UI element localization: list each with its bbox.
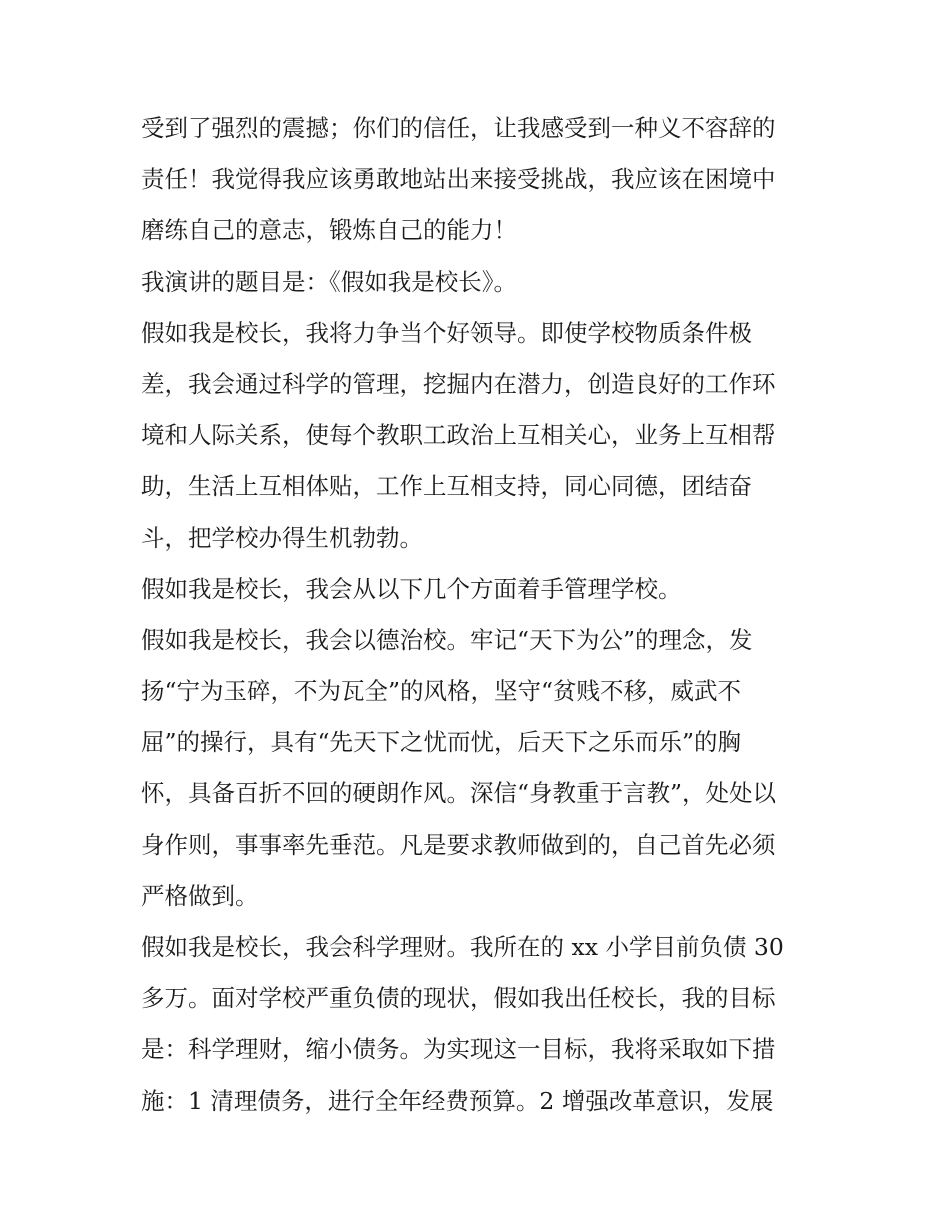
text-line: 假如我是校长，我会以德治校。牢记“天下为公”的理念，发 (141, 625, 753, 654)
text-line: 屈”的操行，具有“先天下之忧而忧，后天下之乐而乐”的胸 (141, 728, 742, 757)
body-text (141, 103, 821, 1127)
text-line: 身作则，事事率先垂范。凡是要求教师做到的，自己首先必须 (141, 830, 776, 859)
text-line: 受到了强烈的震撼；你们的信任，让我感受到一种义不容辞的 (141, 114, 776, 142)
text-line: 磨练自己的意志，锻炼自己的能力！ (141, 216, 517, 245)
text-line: 境和人际关系，使每个教职工政治上互相关心，业务上互相帮 (141, 421, 776, 450)
text-line: 假如我是校长，我将力争当个好领导。即使学校物质条件极 (141, 318, 752, 347)
text-line: 助，生活上互相体贴，工作上互相支持，同心同德，团结奋 (141, 472, 752, 501)
text-line: 施：1 清理债务，进行全年经费预算。2 增强改革意识，发展 (141, 1086, 774, 1115)
text-line: 我演讲的题目是：《假如我是校长》。 (141, 267, 517, 296)
text-line: 严格做到。 (141, 881, 259, 910)
text-line: 差，我会通过科学的管理，挖掘内在潜力，创造良好的工作环 (141, 369, 776, 398)
text-line: 多万。面对学校严重负债的现状，假如我出任校长，我的目标 (141, 984, 776, 1013)
text-line: 假如我是校长，我会从以下几个方面着手管理学校。 (141, 574, 682, 603)
text-line: 怀，具备百折不回的硬朗作风。深信“身教重于言教”，处处以 (141, 779, 777, 808)
text-line: 扬“宁为玉碎，不为瓦全”的风格，坚守“贫贱不移，威武不 (141, 677, 742, 706)
text-line: 斗，把学校办得生机勃勃。 (141, 523, 423, 552)
text-line: 责任！我觉得我应该勇敢地站出来接受挑战，我应该在困境中 (141, 165, 776, 194)
text-line: 是：科学理财，缩小债务。为实现这一目标，我将采取如下措 (141, 1035, 776, 1064)
text-line: 假如我是校长，我会科学理财。我所在的 xx 小学目前负债 30 (141, 933, 784, 961)
